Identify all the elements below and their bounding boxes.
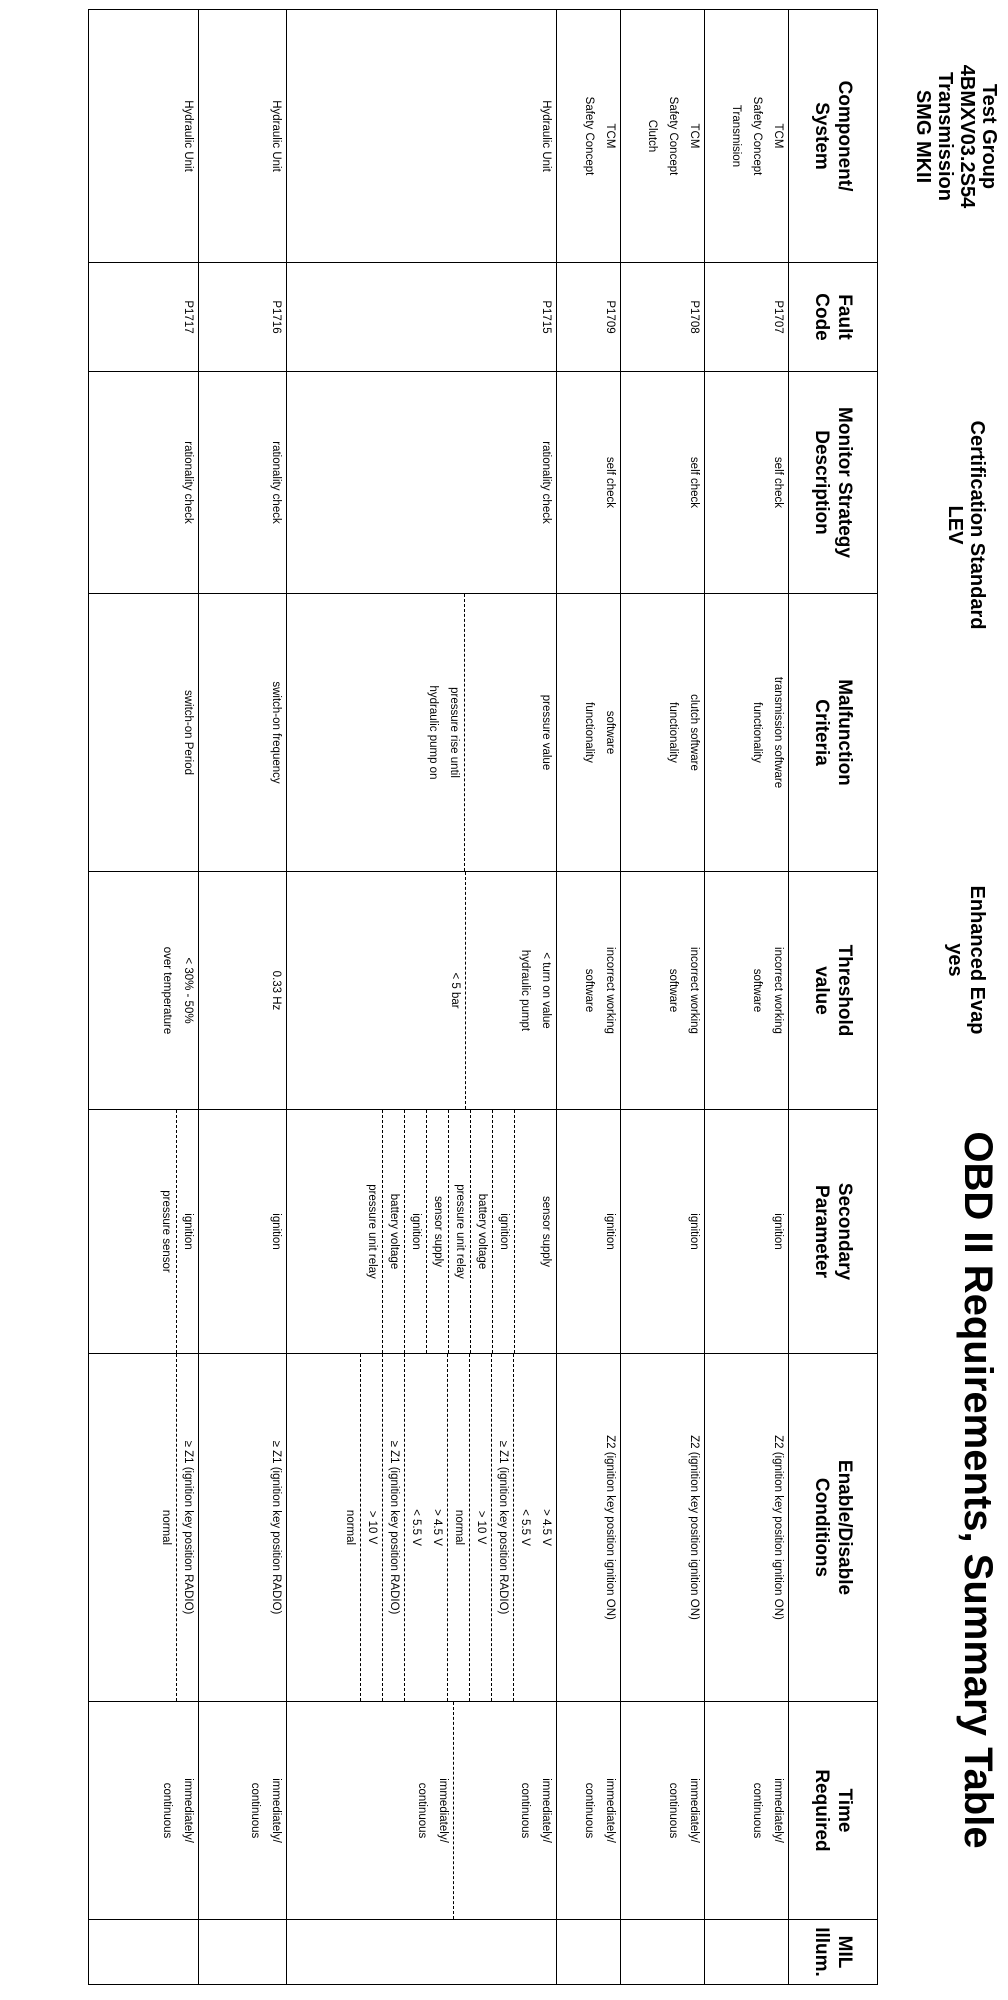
cell-conditions: ≥ Z1 (ignition key position RADIO) normal	[89, 1354, 199, 1702]
cell-conditions: Z2 (ignition key position ignition ON)	[705, 1354, 789, 1702]
column-header-enable-conditions: Enable/Disable Conditions	[789, 1354, 878, 1702]
column-header-threshold: Threshold value	[789, 872, 878, 1110]
certification-standard: Certification Standard LEV	[944, 420, 988, 630]
column-header-secondary-parameter: Secondary Parameter	[789, 1110, 878, 1354]
cell-strategy: self check	[557, 372, 621, 594]
cell-criteria: switch-on frequency	[199, 594, 287, 872]
cell-component: TCM Safety Concept Clutch	[621, 10, 705, 263]
table-row	[557, 10, 621, 1985]
cell-mil	[89, 1920, 199, 1985]
cell-time: immediately/ continuous	[705, 1702, 789, 1920]
cell-mil	[557, 1920, 621, 1985]
cell-threshold: < 30% - 50% over temperature	[89, 872, 199, 1110]
cell-mil	[287, 1920, 557, 1985]
cell-conditions: ≥ Z1 (ignition key position RADIO)	[199, 1354, 287, 1702]
cell-strategy: rationality check	[199, 372, 287, 594]
obd-summary-table	[88, 9, 878, 1985]
column-header-monitor-strategy: Monitor Strategy Description	[789, 372, 878, 594]
cell-time: immediately/ continuous	[557, 1702, 621, 1920]
column-header-mil: MIL Illum.	[789, 1920, 878, 1985]
table-header-row	[789, 10, 878, 1985]
cell-component: TCM Safety Concept	[557, 10, 621, 263]
cell-criteria: clutch software functionality	[621, 594, 705, 872]
column-header-component: Component/ System	[789, 10, 878, 263]
cell-threshold: < turn on value hydraulic pumpt < 5 bar	[287, 872, 557, 1110]
cell-fault-code: P1709	[557, 263, 621, 372]
cell-threshold: incorrect working software	[705, 872, 789, 1110]
cell-secondary: ignition	[705, 1110, 789, 1354]
cell-fault-code: P1716	[199, 263, 287, 372]
cell-component: TCM Safety Concept Transmision	[705, 10, 789, 263]
cell-secondary: ignition pressure sensor	[89, 1110, 199, 1354]
cell-component: Hydraulic Unit	[287, 10, 557, 263]
table-row	[89, 10, 199, 1985]
table-row	[287, 10, 557, 1985]
cell-threshold: incorrect working software	[621, 872, 705, 1110]
cell-secondary: ignition	[621, 1110, 705, 1354]
cell-secondary: sensor supply ignition battery voltage pressure unit relay sensor supply ignition battery voltage pressure unit relay	[287, 1110, 557, 1354]
table-row	[705, 10, 789, 1985]
cell-secondary: ignition	[557, 1110, 621, 1354]
page-title: OBD II Requirements, Summary Table	[956, 1131, 1000, 1849]
cell-time: immediately/ continuous immediately/ continuous	[287, 1702, 557, 1920]
column-header-fault-code: Fault Code	[789, 263, 878, 372]
cell-secondary: ignition	[199, 1110, 287, 1354]
cell-strategy: rationality check	[287, 372, 557, 594]
cell-mil	[199, 1920, 287, 1985]
cell-threshold: 0.33 Hz	[199, 872, 287, 1110]
cell-fault-code: P1708	[621, 263, 705, 372]
cell-component: Hydraulic Unit	[89, 10, 199, 263]
test-group-header: Test Group 4BMXV03.2S54 Transmission SMG MKII	[912, 64, 1000, 209]
cell-conditions: Z2 (ignition key position ignition ON)	[557, 1354, 621, 1702]
enhanced-evap: Enhanced Evap yes	[944, 885, 988, 1035]
cell-threshold: incorrect working software	[557, 872, 621, 1110]
table-row	[621, 10, 705, 1985]
cell-mil	[705, 1920, 789, 1985]
column-header-time-required: Time Required	[789, 1702, 878, 1920]
cell-fault-code: P1717	[89, 263, 199, 372]
cell-criteria: transmission software functionality	[705, 594, 789, 872]
column-header-malfunction-criteria: Malfunction Criteria	[789, 594, 878, 872]
cell-time: immediately/ continuous	[621, 1702, 705, 1920]
cell-mil	[621, 1920, 705, 1985]
cell-fault-code: P1715	[287, 263, 557, 372]
cell-criteria: pressure value pressure rise until hydraulic pump on	[287, 594, 557, 872]
cell-conditions: Z2 (ignition key position ignition ON)	[621, 1354, 705, 1702]
cell-fault-code: P1707	[705, 263, 789, 372]
table-row	[199, 10, 287, 1985]
cell-conditions: > 4.5 V < 5.5 V ≥ Z1 (ignition key position RADIO) > 10 V normal > 4.5 V < 5.5 V ≥ Z1 (ignition key position RADIO) > 10 V normal	[287, 1354, 557, 1702]
cell-strategy: self check	[705, 372, 789, 594]
cell-criteria: software functionality	[557, 594, 621, 872]
cell-time: immediately/ continuous	[199, 1702, 287, 1920]
cell-strategy: rationality check	[89, 372, 199, 594]
cell-time: immediately/ continuous	[89, 1702, 199, 1920]
cell-criteria: switch-on Period	[89, 594, 199, 872]
cell-strategy: self check	[621, 372, 705, 594]
cell-component: Hydraulic Unit	[199, 10, 287, 263]
